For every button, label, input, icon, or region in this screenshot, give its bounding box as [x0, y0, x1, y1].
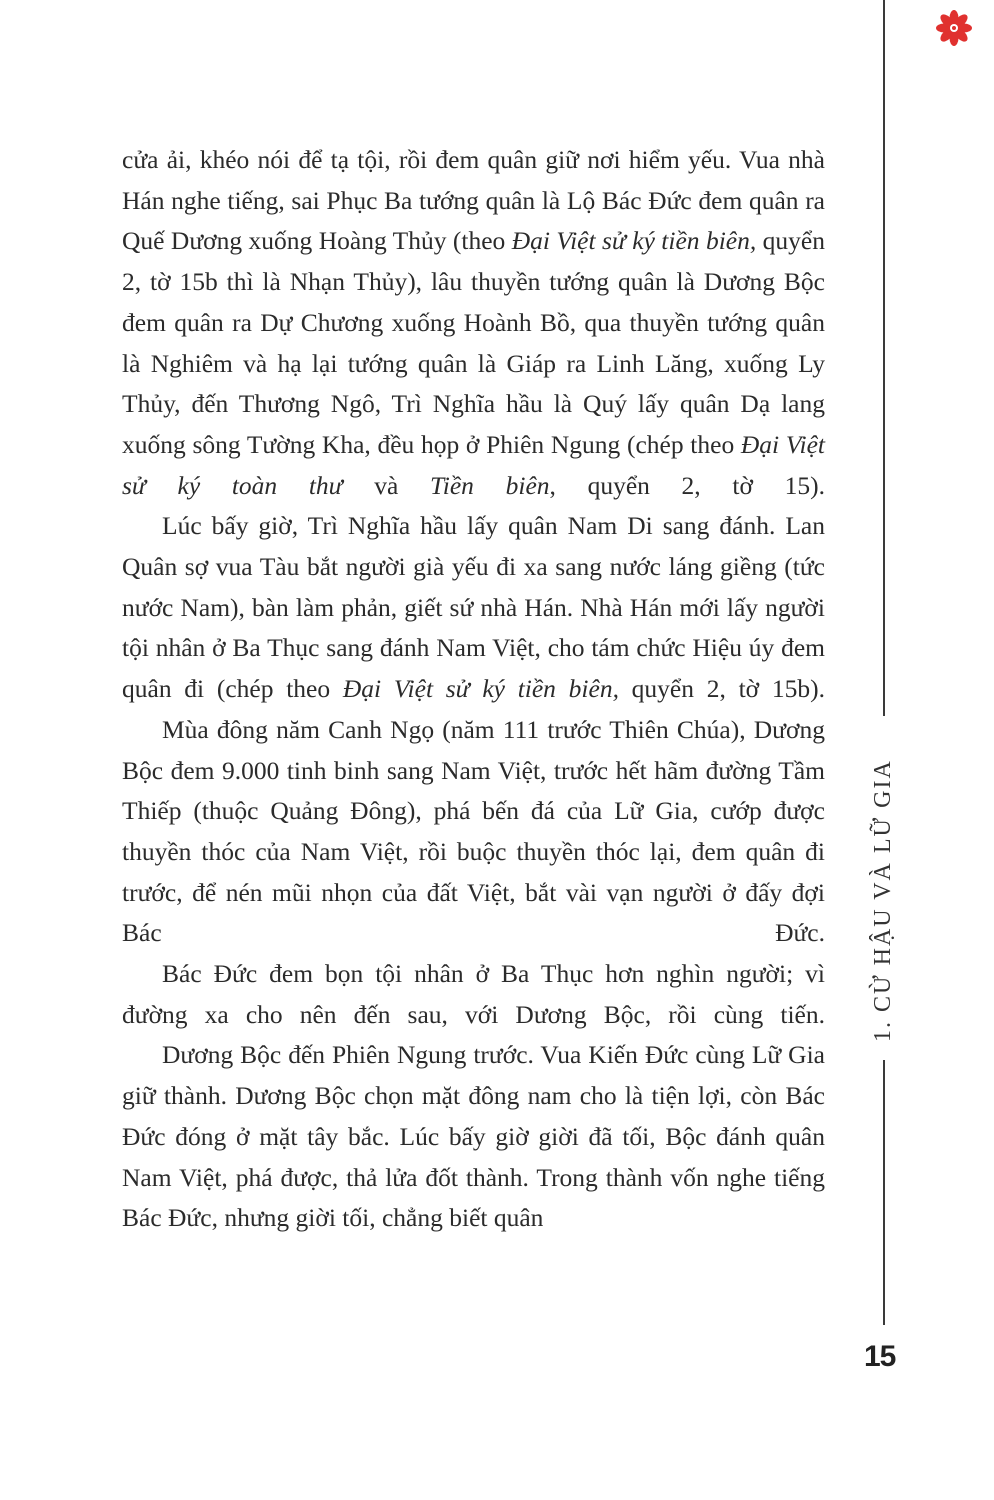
side-rule-bottom [883, 1060, 885, 1325]
p1-seg-6: , quyển 2, tờ 15). [549, 470, 825, 500]
paragraph-3 [122, 710, 825, 954]
p1-seg-5: Tiền biên [430, 470, 550, 500]
chapter-title: 1. CỪ HẬU VÀ LỮ GIA [870, 759, 896, 1042]
paragraph-5 [122, 1035, 825, 1239]
side-rule-top [883, 0, 885, 716]
p3-seg-0: Mùa đông năm Canh Ngọ (năm 111 trước Thiên Chúa), Dương Bộc đem 9.000 tinh binh sang Nam Việt, trước hết hãm đường Tầm Thiếp (thuộc Quảng Đông), phá bến đá của Lữ Gia, cướp được thuyền thóc của Nam Việt, rồi buộc thuyền thóc lại, đem quân đi trước, để nén mũi nhọn của đất Việt, bắt vài vạn người ở đấy đợi Bác Đức. [122, 714, 825, 948]
p2-seg-1: Đại Việt sử ký tiền biên, [342, 674, 619, 704]
paragraph-1 [122, 140, 825, 506]
p1-seg-3: Đại Việt sử ký toàn thư [122, 429, 826, 500]
p2-seg-2: quyển 2, tờ 15b). [618, 674, 826, 704]
p4-seg-0: Bác Đức đem bọn tội nhân ở Ba Thục hơn nghìn người; vì đường xa cho nên đến sau, với Dương Bộc, rồi cùng tiến. [122, 959, 825, 1029]
page-number: 15 [864, 1340, 896, 1373]
body-text [122, 140, 825, 1239]
flower-ornament-icon [934, 8, 974, 48]
p1-seg-0: cửa ải, khéo nói để tạ tội, rồi đem quân giữ nơi hiểm yếu. Vua nhà Hán nghe tiếng, sai Phục Ba tướng quân là Lộ Bác Đức đem quân ra Quế Dương xuống Hoàng Thủy (theo [122, 145, 825, 256]
p1-seg-4: và [342, 470, 430, 500]
p1-seg-1: Đại Việt sử ký tiền biên, [511, 226, 757, 256]
p5-seg-0: Dương Bộc đến Phiên Ngung trước. Vua Kiến Đức cùng Lữ Gia giữ thành. Dương Bộc chọn mặt đông nam cho là tiện lợi, còn Bác Đức đóng ở mặt tây bắc. Lúc bấy giờ giời đã tối, Bộc đánh quân Nam Việt, phá được, thả lửa đốt thành. Trong thành vốn nghe tiếng Bác Đức, nhưng giời tối, chẳng biết quân [122, 1040, 825, 1233]
paragraph-2 [122, 506, 825, 710]
p1-seg-2: quyển 2, tờ 15b thì là Nhạn Thủy), lâu thuyền tướng quân là Dương Bộc đem quân ra Dự Chương xuống Hoành Bồ, qua thuyền tướng quân là Nghiêm và hạ lại tướng quân là Giáp ra Linh Lăng, xuống Ly Thủy, đến Thương Ngô, Trì Nghĩa hầu là Quý lấy quân Dạ lang xuống sông Tường Kha, đều họp ở Phiên Ngung (chép theo [122, 226, 825, 459]
p2-seg-0: Lúc bấy giờ, Trì Nghĩa hầu lấy quân Nam Di sang đánh. Lan Quân sợ vua Tàu bắt người già yếu đi xa sang nước láng giềng (tức nước Nam), bàn làm phản, giết sứ nhà Hán. Nhà Hán mới lấy người tội nhân ở Ba Thục sang đánh Nam Việt, cho tám chức Hiệu úy đem quân đi (chép theo [122, 511, 825, 704]
paragraph-4 [122, 954, 825, 1035]
